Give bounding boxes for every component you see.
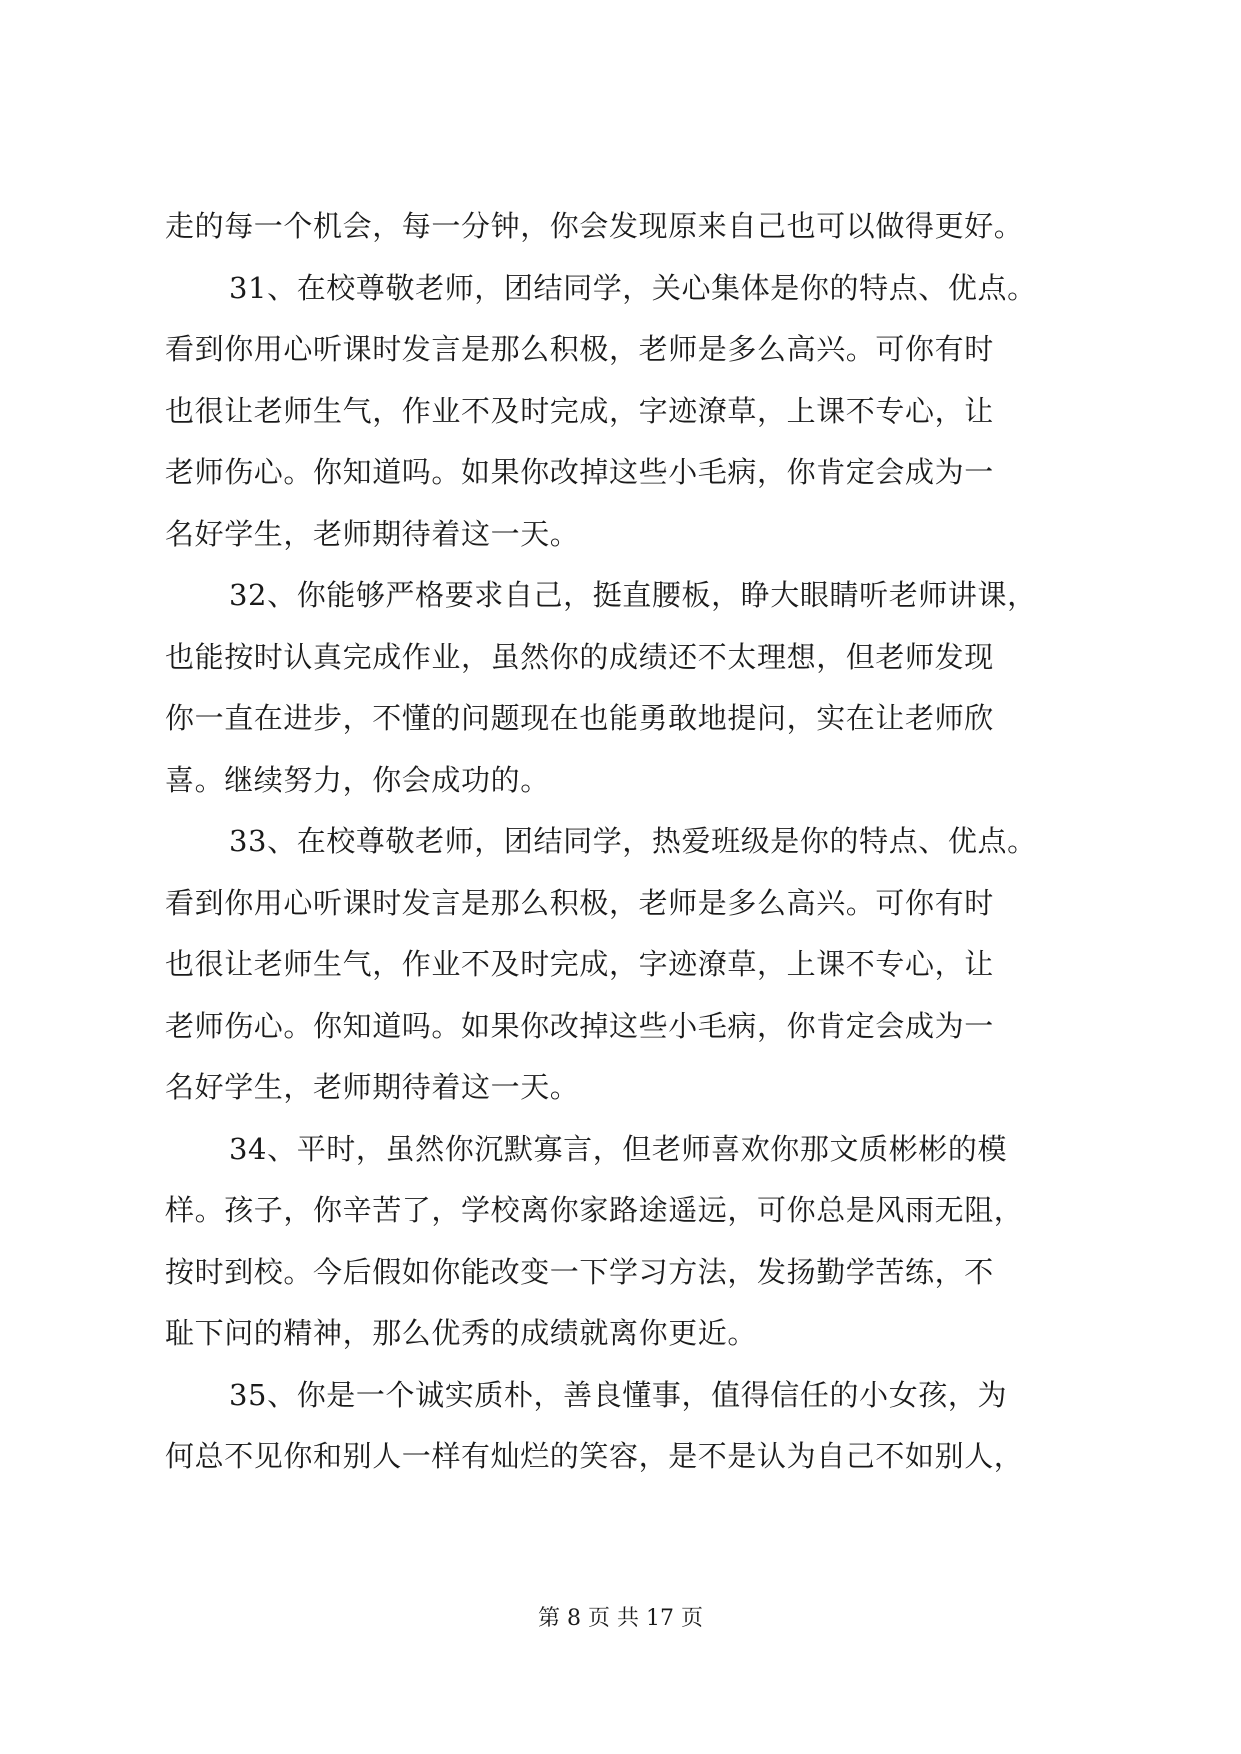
text-line: 按时到校。今后假如你能改变一下学习方法，发扬勤学苦练，不 (165, 1254, 994, 1289)
text-line: 何总不见你和别人一样有灿烂的笑容，是不是认为自己不如别人， (165, 1439, 1024, 1473)
text-line: 喜。继续努力，你会成功的。 (165, 762, 550, 797)
text-line: 看到你用心听课时发言是那么积极，老师是多么高兴。可你有时 (165, 332, 994, 366)
paragraph-34-start: 34、平时，虽然你沉默寡言，但老师喜欢你那文质彬彬的模 (229, 1131, 1008, 1166)
text-line: 老师伤心。你知道吗。如果你改掉这些小毛病，你肯定会成为一 (165, 1008, 994, 1043)
text-line: 你一直在进步，不懂的问题现在也能勇敢地提问，实在让老师欣 (165, 701, 994, 735)
text-line: 看到你用心听课时发言是那么积极，老师是多么高兴。可你有时 (165, 885, 994, 920)
text-line: 名好学生，老师期待着这一天。 (165, 1070, 580, 1104)
text-line: 样。孩子，你辛苦了，学校离你家路途遥远，可你总是风雨无阻， (165, 1193, 1024, 1227)
text-line: 也很让老师生气，作业不及时完成，字迹潦草，上课不专心，让 (165, 393, 994, 428)
text-line: 也很让老师生气，作业不及时完成，字迹潦草，上课不专心，让 (165, 947, 994, 981)
document-body (165, 196, 1080, 1488)
paragraph-32-start: 32、你能够严格要求自己，挺直腰板，睁大眼睛听老师讲课， (229, 578, 1037, 612)
text-line: 耻下问的精神，那么优秀的成绩就离你更近。 (165, 1316, 758, 1350)
paragraph-31-start: 31、在校尊敬老师，团结同学，关心集体是你的特点、优点。 (229, 270, 1037, 305)
paragraph-33-start: 33、在校尊敬老师，团结同学，热爱班级是你的特点、优点。 (229, 824, 1037, 858)
text-line: 也能按时认真完成作业，虽然你的成绩还不太理想，但老师发现 (165, 639, 994, 674)
text-line: 老师伤心。你知道吗。如果你改掉这些小毛病，你肯定会成为一 (165, 455, 994, 489)
paragraph-35-start: 35、你是一个诚实质朴，善良懂事，值得信任的小女孩，为 (229, 1377, 1008, 1412)
page-number-footer: 第 8 页 共 17 页 (538, 1606, 703, 1631)
text-line: 名好学生，老师期待着这一天。 (165, 516, 580, 551)
text-line: 走的每一个机会，每一分钟，你会发现原来自己也可以做得更好。 (165, 209, 1024, 243)
